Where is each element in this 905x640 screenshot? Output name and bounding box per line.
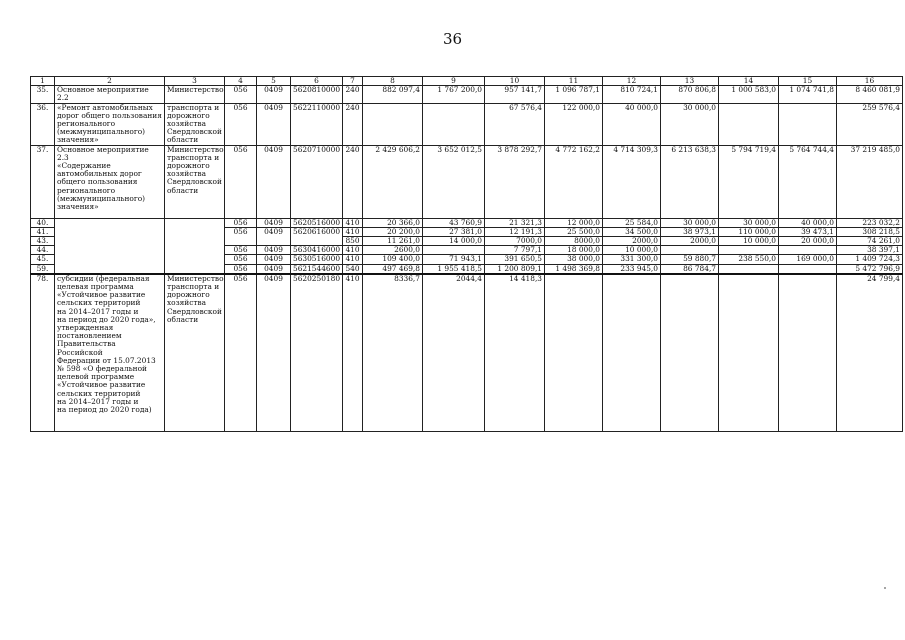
header-cell: 3: [165, 77, 225, 86]
row-number-cell: 45.: [31, 255, 55, 264]
table-cell: 259 576,4: [837, 103, 903, 145]
table-cell: 2600,0: [363, 246, 423, 255]
table-cell: 056: [225, 218, 257, 227]
header-cell: 6: [291, 77, 343, 86]
table-cell: 5 764 744,4: [779, 145, 837, 218]
table-cell: 870 806,8: [661, 86, 719, 103]
table-cell: [719, 274, 779, 432]
table-row: [31, 218, 903, 227]
table-cell: 38 000,0: [545, 255, 603, 264]
row-number-cell: 43.: [31, 237, 55, 246]
table-cell: 056: [225, 264, 257, 274]
table-cell: субсидии (федеральная целевая программа «Устойчивое развитие сельских территорий на 2014–2017 годы и на период до 2020 года», утвержденная постановлением Правительства Российской Федерации от 15.07.2013 № 598 «О федеральной целевой программе «Устойчивое развитие сельских территорий на 2014–2017 годы и на период до 2020 года): [55, 274, 165, 432]
table-cell: 10 000,0: [719, 237, 779, 246]
table-cell: 410: [343, 246, 363, 255]
header-cell: 11: [545, 77, 603, 86]
header-cell: 16: [837, 77, 903, 86]
table-cell: 0409: [257, 264, 291, 274]
table-cell: [165, 218, 225, 227]
table-cell: [545, 274, 603, 432]
row-number-cell: 41.: [31, 227, 55, 236]
row-number-cell: 36.: [31, 103, 55, 145]
table-cell: 11 261,0: [363, 237, 423, 246]
table-row: [31, 255, 903, 264]
table-cell: 6 213 638,3: [661, 145, 719, 218]
row-number-cell: 40.: [31, 218, 55, 227]
table-cell: 169 000,0: [779, 255, 837, 264]
header-cell: 14: [719, 77, 779, 86]
table-cell: [165, 264, 225, 274]
table-cell: 14 418,3: [485, 274, 545, 432]
table-cell: 20 200,0: [363, 227, 423, 236]
table-cell: 2044,4: [423, 274, 485, 432]
table-cell: [165, 227, 225, 236]
table-cell: Основное мероприятие 2.3 «Содержание автомобильных дорог общего пользования регионального (межмуниципального) значения»: [55, 145, 165, 218]
table-cell: [165, 255, 225, 264]
table-cell: 056: [225, 274, 257, 432]
table-cell: 10 000,0: [603, 246, 661, 255]
table-cell: 0409: [257, 255, 291, 264]
table-cell: 056: [225, 255, 257, 264]
table-cell: Основное мероприятие 2.2: [55, 86, 165, 103]
table-cell: [363, 103, 423, 145]
table-cell: Министерство: [165, 86, 225, 103]
table-cell: 110 000,0: [719, 227, 779, 236]
table-cell: 056: [225, 103, 257, 145]
table-cell: 67 576,4: [485, 103, 545, 145]
table-cell: 86 784,7: [661, 264, 719, 274]
header-cell: 5: [257, 77, 291, 86]
table-cell: [55, 255, 165, 264]
table-cell: [55, 218, 165, 227]
table-cell: 1 096 787,1: [545, 86, 603, 103]
table-cell: 233 945,0: [603, 264, 661, 274]
table-row: [31, 274, 903, 432]
table-cell: 056: [225, 227, 257, 236]
table-cell: 7 797,1: [485, 246, 545, 255]
table-cell: 25 584,0: [603, 218, 661, 227]
table-cell: 12 191,3: [485, 227, 545, 236]
table-row: [31, 264, 903, 274]
table-cell: 43 760,9: [423, 218, 485, 227]
table-cell: Министерство транспорта и дорожного хозяйства Свердловской области: [165, 145, 225, 218]
table-cell: 5 472 796,9: [837, 264, 903, 274]
budget-table: [30, 76, 903, 432]
table-cell: [661, 274, 719, 432]
table-cell: 5620616000: [291, 227, 343, 236]
table-cell: 410: [343, 218, 363, 227]
table-cell: 30 000,0: [719, 218, 779, 227]
table-cell: [165, 237, 225, 246]
table-cell: 3 652 012,5: [423, 145, 485, 218]
table-cell: 2000,0: [661, 237, 719, 246]
table-cell: 5622110000: [291, 103, 343, 145]
table-cell: 240: [343, 103, 363, 145]
table-cell: 5621544600: [291, 264, 343, 274]
header-cell: 2: [55, 77, 165, 86]
header-cell: 15: [779, 77, 837, 86]
table-cell: [719, 103, 779, 145]
table-cell: 0409: [257, 145, 291, 218]
row-number-cell: 78.: [31, 274, 55, 432]
page-number: 36: [442, 30, 463, 48]
table-cell: 109 400,0: [363, 255, 423, 264]
table-cell: 1 955 418,5: [423, 264, 485, 274]
table-cell: 1 000 583,0: [719, 86, 779, 103]
row-number-cell: 37.: [31, 145, 55, 218]
table-cell: 59 880,7: [661, 255, 719, 264]
table-body: [31, 77, 903, 432]
header-cell: 7: [343, 77, 363, 86]
table-cell: 810 724,1: [603, 86, 661, 103]
table-cell: 12 000,0: [545, 218, 603, 227]
table-cell: Министерство транспорта и дорожного хозяйства Свердловской области: [165, 274, 225, 432]
table-cell: 18 000,0: [545, 246, 603, 255]
table-cell: 1 200 809,1: [485, 264, 545, 274]
table-cell: 240: [343, 145, 363, 218]
table-cell: 24 799,4: [837, 274, 903, 432]
header-cell: 4: [225, 77, 257, 86]
table-cell: 5620710000: [291, 145, 343, 218]
table-cell: 410: [343, 227, 363, 236]
table-cell: 3 878 292,7: [485, 145, 545, 218]
table-cell: 850: [343, 237, 363, 246]
table-cell: [225, 237, 257, 246]
table-cell: [779, 274, 837, 432]
table-cell: [257, 237, 291, 246]
table-cell: 5620810000: [291, 86, 343, 103]
header-cell: 1: [31, 77, 55, 86]
table-cell: 056: [225, 246, 257, 255]
table-cell: 38 397,1: [837, 246, 903, 255]
table-cell: 2000,0: [603, 237, 661, 246]
table-cell: [719, 264, 779, 274]
table-cell: 20 366,0: [363, 218, 423, 227]
table-cell: [55, 227, 165, 236]
table-cell: 391 650,5: [485, 255, 545, 264]
table-cell: 0409: [257, 86, 291, 103]
table-cell: 37 219 485,0: [837, 145, 903, 218]
table-cell: 056: [225, 86, 257, 103]
table-cell: 5630416000: [291, 246, 343, 255]
table-row: [31, 103, 903, 145]
table-cell: 8336,7: [363, 274, 423, 432]
table-cell: 5 794 719,4: [719, 145, 779, 218]
table-cell: 8000,0: [545, 237, 603, 246]
table-cell: 1 074 741,8: [779, 86, 837, 103]
row-number-cell: 59.: [31, 264, 55, 274]
table-cell: 1 498 369,8: [545, 264, 603, 274]
table-cell: 2 429 606,2: [363, 145, 423, 218]
table-cell: 0409: [257, 103, 291, 145]
table-cell: [55, 237, 165, 246]
table-cell: 39 473,1: [779, 227, 837, 236]
table-cell: [603, 274, 661, 432]
table-cell: [779, 103, 837, 145]
table-cell: 0409: [257, 274, 291, 432]
row-number-cell: 35.: [31, 86, 55, 103]
table-cell: 4 714 309,3: [603, 145, 661, 218]
table-cell: 74 261,0: [837, 237, 903, 246]
table-cell: 238 550,0: [719, 255, 779, 264]
table-cell: 497 469,8: [363, 264, 423, 274]
table-cell: 4 772 162,2: [545, 145, 603, 218]
table-row: [31, 237, 903, 246]
table-cell: 0409: [257, 227, 291, 236]
table-cell: 0409: [257, 218, 291, 227]
table-cell: [779, 264, 837, 274]
table-cell: 27 381,0: [423, 227, 485, 236]
table-cell: 1 767 200,0: [423, 86, 485, 103]
table-cell: 5620250180: [291, 274, 343, 432]
header-cell: 12: [603, 77, 661, 86]
table-cell: [719, 246, 779, 255]
table-cell: 40 000,0: [779, 218, 837, 227]
table-cell: [55, 246, 165, 255]
table-cell: 40 000,0: [603, 103, 661, 145]
table-cell: 71 943,1: [423, 255, 485, 264]
table-row: [31, 246, 903, 255]
table-cell: 1 409 724,3: [837, 255, 903, 264]
table-cell: 056: [225, 145, 257, 218]
header-cell: 10: [485, 77, 545, 86]
table-cell: 14 000,0: [423, 237, 485, 246]
table-row: [31, 145, 903, 218]
table-cell: 410: [343, 274, 363, 432]
table-cell: 5630516000: [291, 255, 343, 264]
table-cell: [165, 246, 225, 255]
table-cell: 21 321,3: [485, 218, 545, 227]
table-cell: 8 460 081,9: [837, 86, 903, 103]
table-cell: 882 097,4: [363, 86, 423, 103]
table-cell: [423, 246, 485, 255]
table-cell: [661, 246, 719, 255]
table-cell: 34 500,0: [603, 227, 661, 236]
table-cell: 38 973,1: [661, 227, 719, 236]
table-cell: 540: [343, 264, 363, 274]
table-cell: 331 300,0: [603, 255, 661, 264]
table-cell: 240: [343, 86, 363, 103]
table-cell: [55, 264, 165, 274]
table-cell: 20 000,0: [779, 237, 837, 246]
table-cell: 223 032,2: [837, 218, 903, 227]
table-cell: 30 000,0: [661, 218, 719, 227]
table-cell: транспорта и дорожного хозяйства Свердловской области: [165, 103, 225, 145]
table-cell: 957 141,7: [485, 86, 545, 103]
table-row: [31, 227, 903, 236]
table-cell: 5620516000: [291, 218, 343, 227]
table-cell: [779, 246, 837, 255]
header-row: [31, 77, 903, 86]
table-cell: 30 000,0: [661, 103, 719, 145]
table-cell: «Ремонт автомобильных дорог общего пользования регионального (межмуниципального) значения»: [55, 103, 165, 145]
scan-speck: [884, 587, 886, 589]
header-cell: 13: [661, 77, 719, 86]
table-cell: 25 500,0: [545, 227, 603, 236]
table-cell: 0409: [257, 246, 291, 255]
row-number-cell: 44.: [31, 246, 55, 255]
table-cell: 410: [343, 255, 363, 264]
table-cell: [423, 103, 485, 145]
table-cell: 7000,0: [485, 237, 545, 246]
table-cell: 122 000,0: [545, 103, 603, 145]
header-cell: 9: [423, 77, 485, 86]
header-cell: 8: [363, 77, 423, 86]
table-cell: [291, 237, 343, 246]
table-cell: 308 218,5: [837, 227, 903, 236]
table-row: [31, 86, 903, 103]
